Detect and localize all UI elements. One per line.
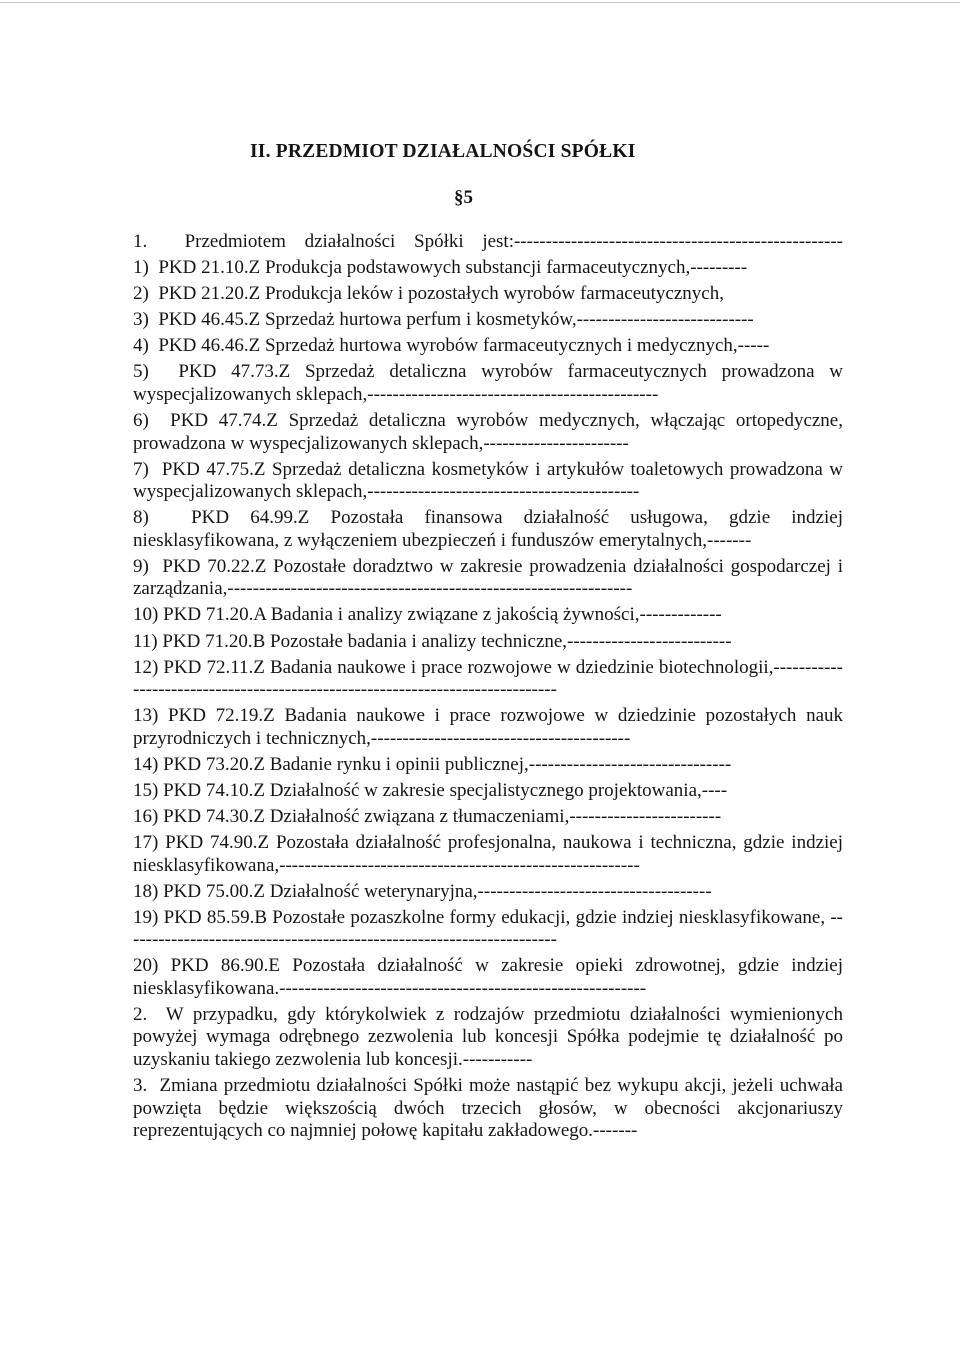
document-line xyxy=(108,657,843,702)
line-text: 17) PKD 74.90.Z Pozostała działalność profesjonalna, naukowa i techniczna, gdzie indziej niesklasyfikowana,--------------------------------------------------------- xyxy=(133,832,848,876)
document-line xyxy=(108,631,843,654)
document-line xyxy=(108,832,848,877)
document-line xyxy=(108,335,843,358)
line-text: 2. W przypadku, gdy którykolwiek z rodzajów przedmiotu działalności wymienionych powyżej wymaga odrębnego zezwolenia lub koncesji Spółka podejmie tę działalność po uzyskaniu takiego zezwolenia lub koncesji.----------- xyxy=(133,1003,848,1070)
line-text: 18) PKD 75.00.Z Działalność weterynaryjna,------------------------------------- xyxy=(133,880,712,902)
line-text: 7) PKD 47.75.Z Sprzedaż detaliczna kosmetyków i artykułów toaletowych prowadzona w wyspecjalizowanych sklepach,------------------------------------------- xyxy=(133,458,848,503)
document-line xyxy=(108,604,843,627)
line-text: 1) PKD 21.10.Z Produkcja podstawowych substancji farmaceutycznych,--------- xyxy=(133,257,748,279)
document-line xyxy=(108,507,848,552)
document-line xyxy=(108,361,848,406)
line-text: 3. Zmiana przedmiotu działalności Spółki może nastąpić bez wykupu akcji, jeżeli uchwała powzięta będzie większością dwóch trzecich głosów, w obecności akcjonariuszy reprezentujących co najmniej połowę kapitału zakładowego.------- xyxy=(133,1075,848,1142)
document-line xyxy=(108,907,843,952)
line-text: 8) PKD 64.99.Z Pozostała finansowa działalność usługowa, gdzie indziej niesklasyfikowana, z wyłączeniem ubezpieczeń i funduszów emerytalnych,------- xyxy=(133,507,848,551)
document-line xyxy=(108,1003,848,1072)
document-line xyxy=(108,780,843,803)
line-text: 3) PKD 46.45.Z Sprzedaż hurtowa perfum i kosmetyków,---------------------------- xyxy=(133,309,754,331)
paragraph-body xyxy=(108,231,848,1146)
line-text: 15) PKD 74.10.Z Działalność w zakresie specjalistycznego projektowania,---- xyxy=(133,779,728,801)
line-text: 1. Przedmiotem działalności Spółki jest:---------------------------------------------------- xyxy=(133,231,843,252)
line-text: 20) PKD 86.90.E Pozostała działalność w zakresie opieki zdrowotnej, gdzie indziej niesklasyfikowana.---------------------------------------------------------- xyxy=(133,955,848,999)
line-text: 14) PKD 73.20.Z Badanie rynku i opinii publicznej,-------------------------------- xyxy=(133,753,732,775)
document-line xyxy=(108,257,843,280)
line-text: 16) PKD 74.30.Z Działalność związana z tłumaczeniami,------------------------ xyxy=(133,806,722,827)
document-line xyxy=(108,458,848,504)
line-text: 11) PKD 71.20.B Pozostałe badania i analizy techniczne,-------------------------- xyxy=(133,630,732,652)
document-line xyxy=(108,754,843,777)
line-text: 5) PKD 47.73.Z Sprzedaż detaliczna wyrobów farmaceutycznych prowadzona w wyspecjalizowanych sklepach,---------------------------------------------- xyxy=(133,361,848,405)
document-line xyxy=(108,410,848,455)
line-text: 12) PKD 72.11.Z Badania naukowe i prace rozwojowe w dziedzinie biotechnologii,------------------------------------------------------------------------------ xyxy=(133,656,843,701)
line-text: 9) PKD 70.22.Z Pozostałe doradztwo w zakresie prowadzenia działalności gospodarczej i zarządzania,---------------------------------------------------------------- xyxy=(133,555,848,600)
scan-top-edge xyxy=(0,2,960,3)
document-line xyxy=(108,955,848,1000)
document-line xyxy=(108,555,848,601)
line-text: 13) PKD 72.19.Z Badania naukowe i prace rozwojowe w dziedzinie pozostałych nauk przyrodniczych i technicznych,----------------------------------------- xyxy=(133,705,848,749)
line-text: 6) PKD 47.74.Z Sprzedaż detaliczna wyrobów medycznych, włączając ortopedyczne, prowadzona w wyspecjalizowanych sklepach,----------------------- xyxy=(133,410,848,454)
document-line xyxy=(108,231,843,254)
document-line xyxy=(108,705,848,750)
paragraph-number: §5 xyxy=(454,187,473,208)
line-text: 2) PKD 21.20.Z Produkcja leków i pozostałych wyrobów farmaceutycznych, xyxy=(133,283,724,305)
line-text: 4) PKD 46.46.Z Sprzedaż hurtowa wyrobów farmaceutycznych i medycznych,----- xyxy=(133,335,770,357)
document-line xyxy=(108,1075,848,1143)
section-heading: II. PRZEDMIOT DZIAŁALNOŚCI SPÓŁKI xyxy=(250,141,636,162)
document-line xyxy=(108,881,843,904)
line-text: 10) PKD 71.20.A Badania i analizy związane z jakością żywności,------------- xyxy=(133,604,722,626)
document-line xyxy=(108,806,843,829)
document-line xyxy=(108,309,843,332)
line-text: 19) PKD 85.59.B Pozostałe pozaszkolne formy edukacji, gdzie indziej niesklasyfikowane, --------------------------------------------------------------------- xyxy=(133,906,843,951)
document-line xyxy=(108,283,843,306)
